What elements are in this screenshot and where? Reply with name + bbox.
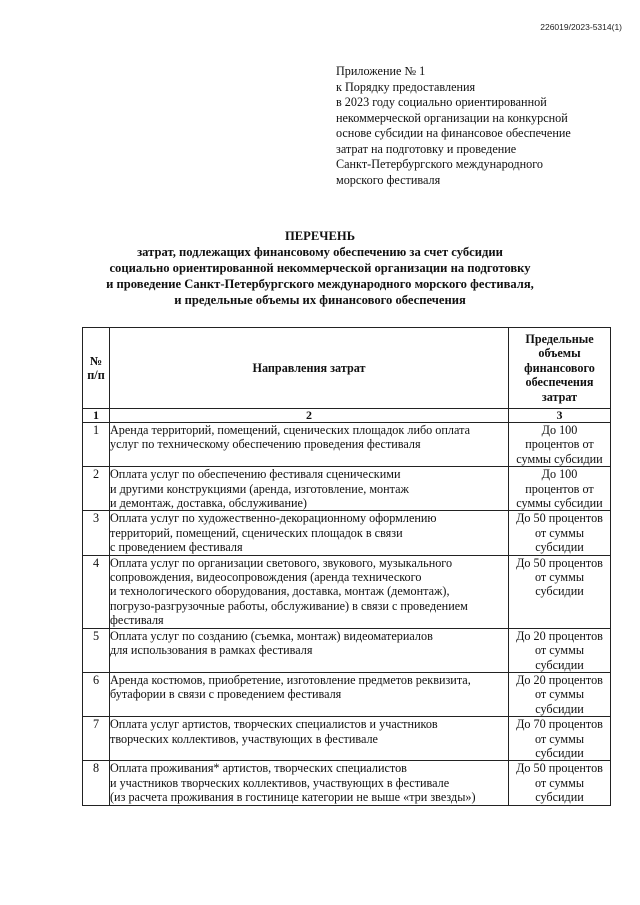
column-number: 3 (509, 409, 611, 423)
cost-limit-line: До 100 (541, 423, 578, 437)
cost-limit-line: субсидии (535, 745, 584, 760)
cost-limit-line: от суммы (534, 775, 585, 790)
cost-direction-line: Оплата проживания* артистов, творческих специалистов (110, 761, 407, 776)
cost-direction-line: для использования в рамках фестиваля (110, 643, 313, 658)
cost-direction (110, 423, 509, 467)
cost-direction-line: Оплата услуг по обеспечению фестиваля сценическими (110, 467, 401, 482)
heading-title: ПЕРЕЧЕНЬ (284, 229, 356, 243)
cost-limit-line: До 20 процентов (516, 672, 603, 687)
column-numbers-row (83, 409, 611, 423)
cost-direction-line: Оплата услуг артистов, творческих специалистов и участников (110, 717, 438, 732)
cost-direction-line: с проведением фестиваля (110, 540, 243, 555)
table-row (83, 467, 611, 511)
cost-limit (509, 511, 611, 555)
cost-direction-line: фестиваля (110, 613, 164, 628)
table-header-row (83, 328, 611, 409)
cost-limit-line: суммы субсидии (516, 496, 603, 511)
row-number: 4 (83, 555, 110, 628)
appendix-line: затрат на подготовку и проведение (336, 141, 517, 156)
cost-direction-line: Аренда территорий, помещений, сценических площадок либо оплата (110, 423, 470, 437)
cost-limit-line: от суммы (534, 643, 585, 658)
table-row (83, 555, 611, 628)
cost-limit (509, 555, 611, 628)
cost-direction (110, 467, 509, 511)
row-number: 7 (83, 717, 110, 761)
cost-limit-line: До 70 процентов (516, 717, 603, 732)
column-number: 1 (83, 409, 110, 423)
cost-limit-line: До 20 процентов (516, 628, 603, 643)
header-direction: Направления затрат (110, 328, 509, 409)
table-row (83, 672, 611, 716)
cost-limit-line: от суммы (534, 570, 585, 585)
cost-limit (509, 423, 611, 467)
row-number: 8 (83, 761, 110, 805)
appendix-line: морского фестиваля (336, 172, 441, 187)
heading-line: социально ориентированной некоммерческой организации на подготовку (109, 261, 531, 275)
appendix-line: к Порядку предоставления (336, 79, 476, 94)
cost-direction-line: территорий, помещений, сценических площадок в связи (110, 525, 403, 540)
cost-direction-line: (из расчета проживания в гостинице категории не выше «три звезды») (110, 790, 476, 805)
cost-limit-line: субсидии (535, 657, 584, 672)
cost-direction-line: и другими конструкциями (аренда, изготовление, монтаж (110, 481, 409, 496)
cost-direction-line: бутафории в связи с проведением фестиваля (110, 687, 342, 702)
appendix-line: Санкт-Петербургского международного (336, 157, 544, 171)
cost-direction-line: творческих коллективов, участвующих в фестивале (110, 731, 378, 746)
document-heading (0, 228, 640, 308)
document-code: 226019/2023-5314(1) (540, 22, 622, 32)
cost-direction-line: Оплата услуг по созданию (съемка, монтаж) видеоматериалов (110, 628, 433, 643)
cost-direction-line: Аренда костюмов, приобретение, изготовление предметов реквизита, (110, 672, 471, 687)
heading-line: и проведение Санкт-Петербургского международного морского фестиваля, (106, 277, 534, 291)
cost-limit-line: субсидии (535, 584, 584, 599)
cost-direction (110, 628, 509, 672)
cost-direction-line: Оплата услуг по организации светового, звукового, музыкального (110, 555, 453, 570)
cost-limit-line: от суммы (534, 525, 585, 540)
row-number: 6 (83, 672, 110, 716)
column-number: 2 (110, 409, 509, 423)
cost-limit-line: субсидии (535, 790, 584, 805)
cost-direction-line: Оплата услуг по художественно-декорационному оформлению (110, 511, 437, 526)
row-number: 5 (83, 628, 110, 672)
appendix-line: некоммерческой организации на конкурсной (336, 110, 568, 125)
cost-limit (509, 628, 611, 672)
appendix-line: основе субсидии на финансовое обеспечение (336, 126, 571, 140)
header-limit: Предельные объемы финансового обеспечения затрат (509, 328, 611, 409)
cost-limit-line: До 50 процентов (516, 555, 603, 570)
table-row (83, 717, 611, 761)
cost-direction (110, 672, 509, 716)
header-number: № п/п (83, 328, 110, 409)
cost-limit-line: процентов от (525, 437, 594, 452)
table-row (83, 761, 611, 805)
cost-limit-line: До 100 (541, 467, 578, 482)
cost-direction-line: сопровождения, видеосопровождения (аренда технического (110, 570, 422, 585)
cost-limit-line: суммы субсидии (516, 451, 603, 466)
cost-limit-line: от суммы (534, 687, 585, 702)
cost-limit (509, 717, 611, 761)
row-number: 1 (83, 423, 110, 467)
cost-limit (509, 761, 611, 805)
cost-limit-line: субсидии (535, 540, 584, 555)
cost-direction-line: и технологического оборудования, доставка, монтаж (демонтаж), (110, 584, 450, 599)
cost-limit (509, 467, 611, 511)
cost-limit-line: До 50 процентов (516, 761, 603, 776)
cost-direction (110, 761, 509, 805)
cost-limit (509, 672, 611, 716)
cost-direction (110, 555, 509, 628)
cost-direction (110, 717, 509, 761)
heading-line: затрат, подлежащих финансовому обеспечению за счет субсидии (137, 245, 503, 259)
cost-direction (110, 511, 509, 555)
costs-table (82, 327, 611, 806)
cost-limit-line: от суммы (534, 731, 585, 746)
cost-direction-line: услуг по техническому обеспечению проведения фестиваля (110, 437, 421, 452)
cost-direction-line: и участников творческих коллективов, участвующих в фестивале (110, 775, 450, 790)
cost-limit-line: субсидии (535, 701, 584, 716)
cost-direction-line: погрузо-разгрузочные работы, обслуживание) в связи с проведением (110, 598, 468, 613)
cost-limit-line: До 50 процентов (516, 511, 603, 526)
cost-direction-line: и демонтаж, доставка, обслуживание) (110, 496, 307, 511)
row-number: 3 (83, 511, 110, 555)
appendix-note (336, 64, 626, 188)
table-row (83, 628, 611, 672)
table-row (83, 423, 611, 467)
cost-limit-line: процентов от (525, 481, 594, 496)
row-number: 2 (83, 467, 110, 511)
appendix-line: Приложение № 1 (336, 64, 426, 78)
table-row (83, 511, 611, 555)
appendix-line: в 2023 году социально ориентированной (336, 95, 547, 109)
heading-line: и предельные объемы их финансового обеспечения (174, 293, 466, 307)
